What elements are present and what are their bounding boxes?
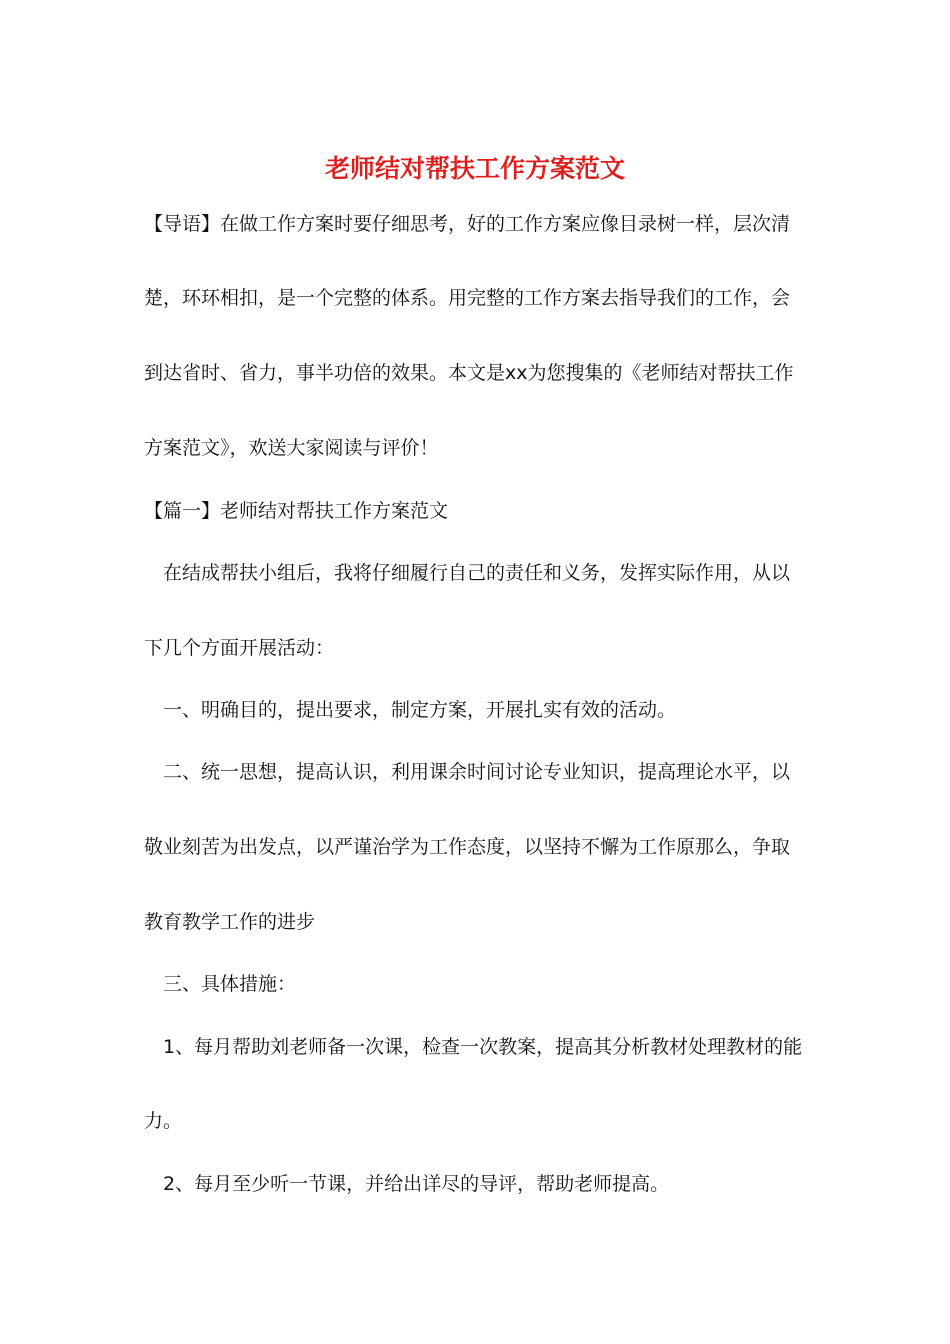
list-item-1: 一、明确目的，提出要求，制定方案，开展扎实有效的活动。 bbox=[163, 699, 677, 721]
paragraph-line: 在结成帮扶小组后，我将仔细履行自己的责任和义务，发挥实际作用，从以 bbox=[163, 562, 791, 584]
paragraph-line: 力。 bbox=[144, 1110, 183, 1132]
list-item-3: 三、具体措施： bbox=[163, 973, 297, 995]
intro-line-2: 楚，环环相扣，是一个完整的体系。用完整的工作方案去指导我们的工作，会 bbox=[144, 287, 791, 309]
measure-item-2: 2、每月至少听一节课，并给出详尽的导评，帮助老师提高。 bbox=[163, 1173, 670, 1195]
intro-line-3: 到达省时、省力，事半功倍的效果。本文是xx为您搜集的《老师结对帮扶工作 bbox=[144, 362, 794, 384]
paragraph-line: 下几个方面开展活动： bbox=[144, 637, 335, 659]
list-item-2: 二、统一思想，提高认识，利用课余时间讨论专业知识，提高理论水平，以 bbox=[163, 761, 791, 783]
section-heading: 【篇一】老师结对帮扶工作方案范文 bbox=[144, 500, 449, 522]
document-title: 老师结对帮扶工作方案范文 bbox=[324, 154, 625, 183]
measure-item-1: 1、每月帮助刘老师备一次课，检查一次教案，提高其分析教材处理教材的能 bbox=[163, 1036, 803, 1058]
paragraph-line: 敬业刻苦为出发点，以严谨治学为工作态度，以坚持不懈为工作原那么，争取 bbox=[144, 836, 791, 858]
intro-line-4: 方案范文》，欢送大家阅读与评价！ bbox=[144, 437, 439, 459]
intro-line-1: 【导语】在做工作方案时要仔细思考，好的工作方案应像目录树一样，层次清 bbox=[144, 213, 791, 235]
paragraph-line: 教育教学工作的进步 bbox=[144, 911, 316, 933]
